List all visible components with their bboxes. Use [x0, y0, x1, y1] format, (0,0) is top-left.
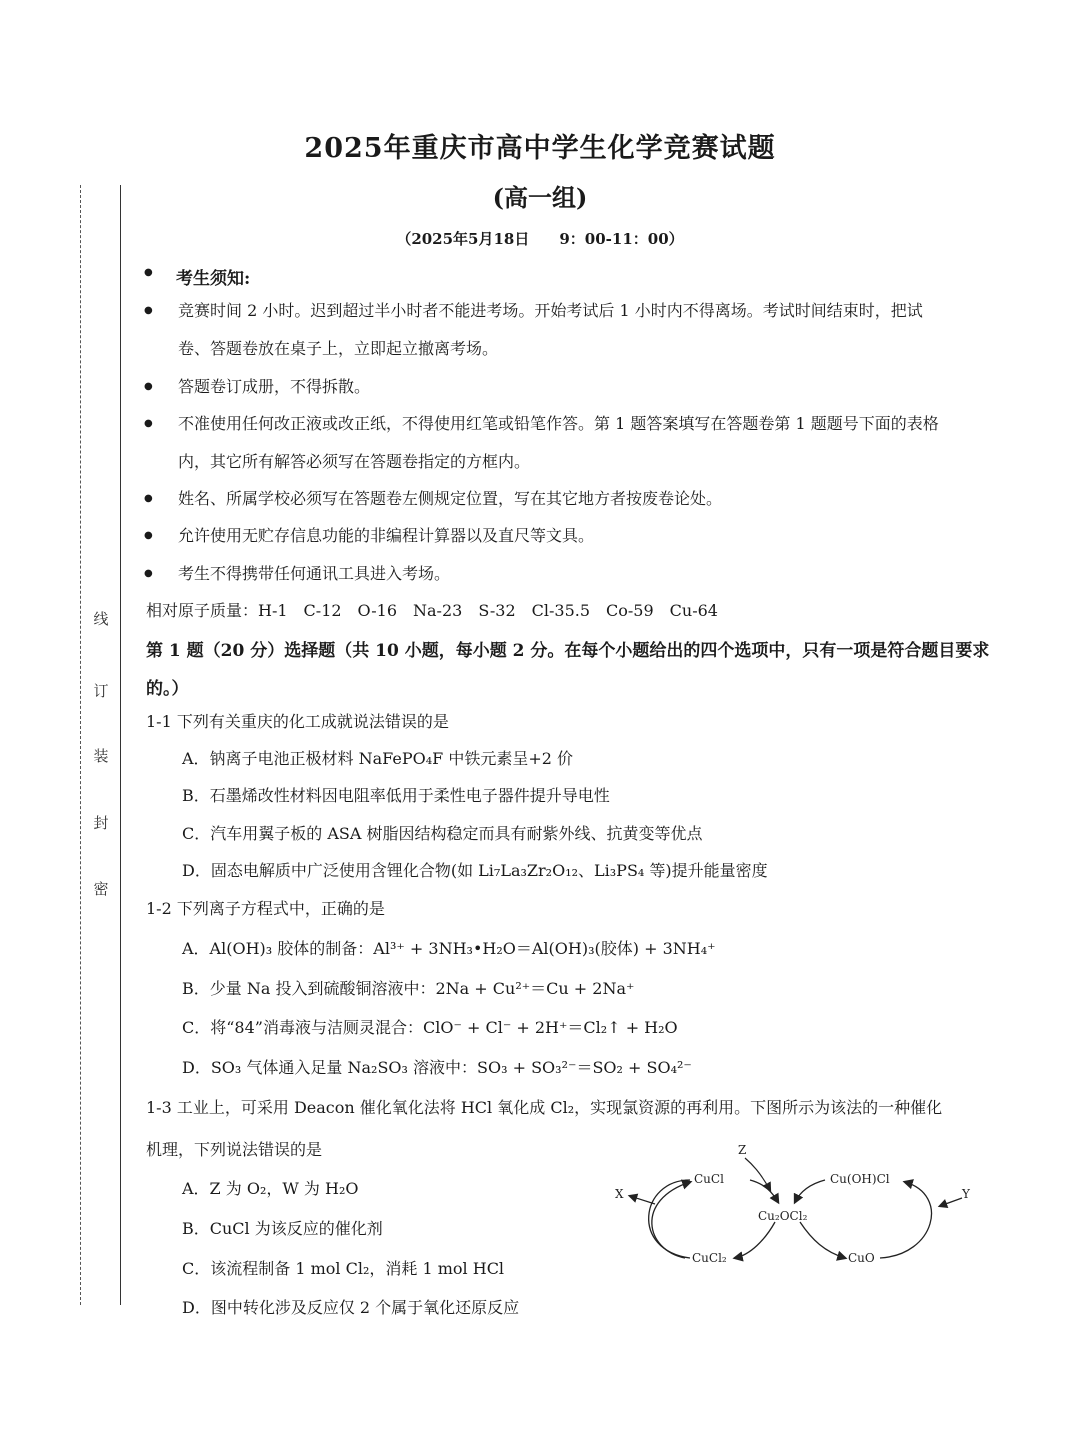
margin-char-mi: 密	[93, 880, 109, 898]
q1-2-option-d: D．SO₃ 气体通入足量 Na₂SO₃ 溶液中：SO₃ + SO₃²⁻＝SO₂ + SO₄²⁻	[182, 1058, 692, 1077]
label-cuohcl: Cu(OH)Cl	[830, 1172, 890, 1186]
notice-item-1a: 竞赛时间 2 小时。迟到超过半小时者不能进考场。开始考试后 1 小时内不得离场。考试时间结束时，把试	[178, 301, 923, 320]
group-label: (高一组)	[492, 183, 588, 212]
z-input-arrow	[745, 1158, 770, 1190]
margin-char-zhuang: 装	[93, 747, 109, 765]
q1-2-stem: 1-2 下列离子方程式中，正确的是	[146, 899, 385, 918]
cucl-to-cu2ocl2-arrow	[750, 1180, 778, 1202]
cuohcl-to-cu2ocl2-arrow	[795, 1180, 825, 1202]
q1-1-stem: 1-1 下列有关重庆的化工成就说法错误的是	[146, 712, 449, 731]
atomic-masses: 相对原子质量：H-1 C-12 O-16 Na-23 S-32 Cl-35.5 Co-59 Cu-64	[146, 601, 718, 620]
label-cucl2: CuCl₂	[692, 1251, 727, 1265]
q1-3-option-a: A．Z 为 O₂，W 为 H₂O	[182, 1179, 359, 1198]
bullet-icon: ●	[144, 418, 153, 429]
notice-item-3a: 不准使用任何改正液或改正纸，不得使用红笔或铅笔作答。第 1 题答案填写在答题卷第 1 题题号下面的表格	[178, 414, 939, 433]
bullet-icon: ●	[144, 267, 153, 278]
margin-char-feng: 封	[93, 814, 109, 832]
label-cu2ocl2: Cu₂OCl₂	[758, 1209, 808, 1223]
q1-3-stem-line1: 1-3 工业上，可采用 Deacon 催化氧化法将 HCl 氧化成 Cl₂，实现氯资源的再利用。下图所示为该法的一种催化	[146, 1098, 943, 1117]
cu2ocl2-to-cucl2-arrow	[735, 1222, 775, 1258]
q1-2-option-a: A．Al(OH)₃ 胶体的制备：Al³⁺ + 3NH₃•H₂O＝Al(OH)₃(胶体) + 3NH₄⁺	[182, 939, 716, 958]
notice-item-6: 考生不得携带任何通讯工具进入考场。	[178, 564, 451, 583]
q1-3-option-c: C．该流程制备 1 mol Cl₂，消耗 1 mol HCl	[182, 1259, 505, 1278]
page-title: 2025年重庆市高中学生化学竞赛试题	[304, 133, 776, 164]
y-input-arrow	[940, 1198, 962, 1206]
binding-dashed-line	[80, 185, 81, 1305]
notice-item-1b: 卷、答题卷放在桌子上，立即起立撤离考场。	[178, 339, 499, 358]
exam-datetime: （2025年5月18日 9：00-11：00）	[396, 230, 684, 248]
x-release-arrow	[630, 1196, 655, 1204]
q1-3-option-d: D．图中转化涉及反应仅 2 个属于氧化还原反应	[182, 1298, 520, 1317]
notice-item-4: 姓名、所属学校必须写在答题卷左侧规定位置，写在其它地方者按废卷论处。	[178, 489, 723, 508]
q1-3-stem-line2: 机理，下列说法错误的是	[146, 1140, 323, 1159]
margin-char-ding: 订	[93, 682, 109, 700]
cuo-to-cuohcl-arrow	[880, 1182, 931, 1258]
label-x: X	[615, 1187, 624, 1201]
q1-1-option-b: B．石墨烯改性材料因电阻率低用于柔性电子器件提升导电性	[182, 786, 610, 805]
label-y: Y	[962, 1187, 970, 1201]
label-z: Z	[738, 1143, 747, 1157]
bullet-icon: ●	[144, 530, 153, 541]
q1-1-option-c: C．汽车用翼子板的 ASA 树脂因结构稳定而具有耐紫外线、抗黄变等优点	[182, 824, 703, 843]
q1-2-option-c: C．将“84”消毒液与洁厕灵混合：ClO⁻ + Cl⁻ + 2H⁺＝Cl₂↑ + H₂O	[182, 1018, 678, 1037]
section1-heading-line1: 第 1 题（20 分）选择题（共 10 小题，每小题 2 分。在每个小题给出的四个选项中，只有一项是符合题目要求	[146, 641, 990, 661]
bullet-icon: ●	[144, 568, 153, 579]
cu2ocl2-to-cuo-arrow	[800, 1222, 845, 1258]
q1-1-option-d: D．固态电解质中广泛使用含锂化合物(如 Li₇La₃Zr₂O₁₂、Li₃PS₄ 等)提升能量密度	[182, 861, 768, 880]
q1-2-option-b: B．少量 Na 投入到硫酸铜溶液中：2Na + Cu²⁺＝Cu + 2Na⁺	[182, 979, 635, 998]
bullet-icon: ●	[144, 381, 153, 392]
label-cuo: CuO	[848, 1251, 875, 1265]
notice-heading: 考生须知:	[176, 269, 251, 289]
notice-item-5: 允许使用无贮存信息功能的非编程计算器以及直尺等文具。	[178, 526, 595, 545]
label-cucl: CuCl	[694, 1172, 724, 1186]
bullet-icon: ●	[144, 493, 153, 504]
notice-item-2: 答题卷订成册，不得拆散。	[178, 377, 371, 396]
section1-heading-line2: 的。）	[146, 679, 189, 699]
binding-solid-line	[120, 185, 121, 1305]
margin-char-xian: 线	[93, 610, 109, 628]
q1-3-option-b: B．CuCl 为该反应的催化剂	[182, 1219, 383, 1238]
notice-item-3b: 内，其它所有解答必须写在答题卷指定的方框内。	[178, 452, 531, 471]
bullet-icon: ●	[144, 305, 153, 316]
deacon-mechanism-diagram	[600, 1140, 1000, 1280]
q1-1-option-a: A．钠离子电池正极材料 NaFePO₄F 中铁元素呈+2 价	[182, 749, 574, 768]
